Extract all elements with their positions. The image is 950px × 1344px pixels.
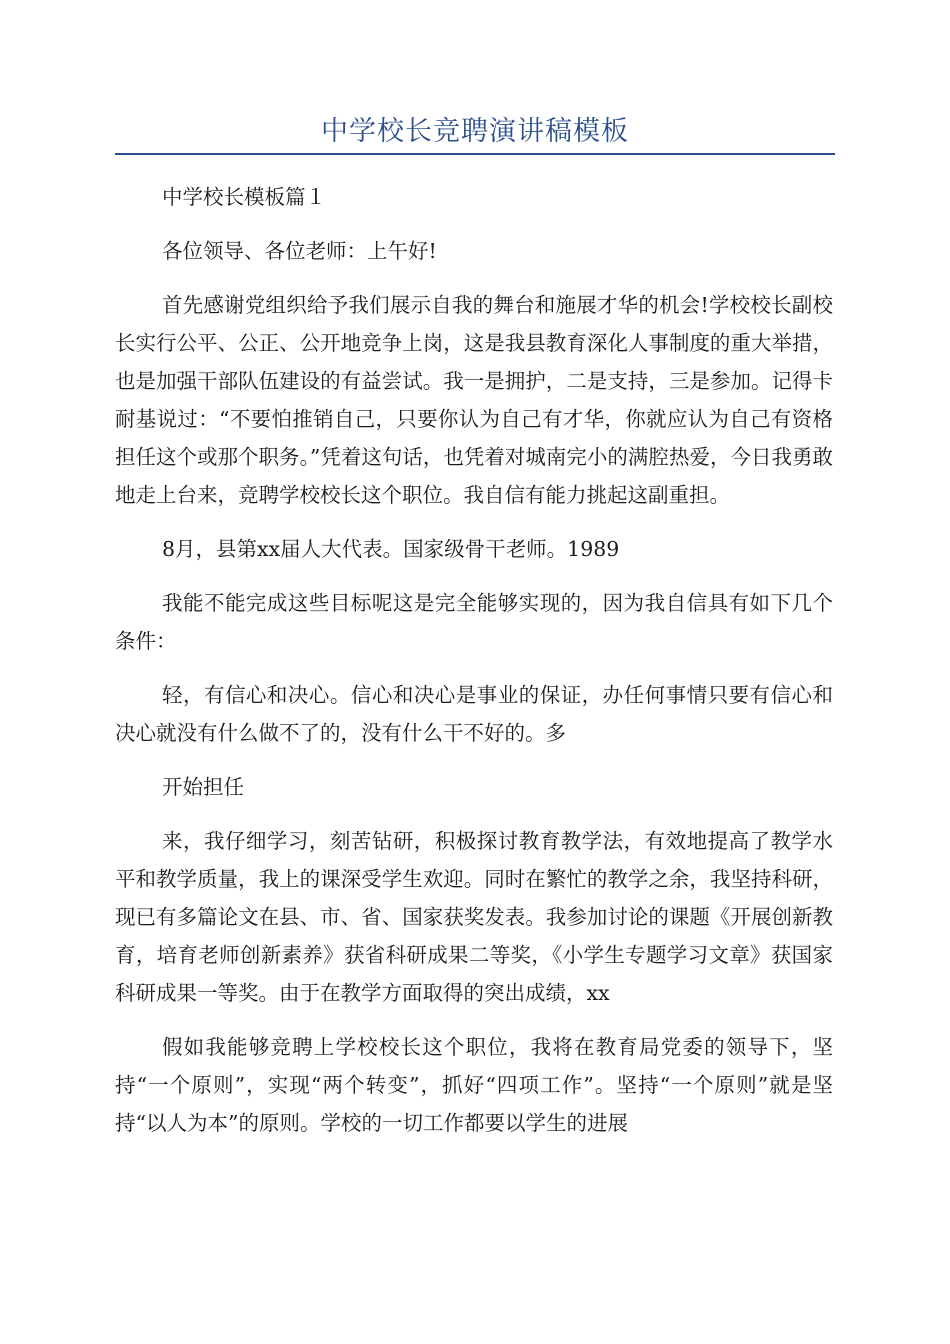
document-body: [115, 178, 833, 1158]
body-paragraph: 我能不能完成这些目标呢这是完全能够实现的，因为我自信具有如下几个条件：: [115, 591, 833, 653]
body-paragraph: 8月，县第xx届人大代表。国家级骨干老师。1989: [162, 537, 620, 561]
body-paragraph: 假如我能够竞聘上学校校长这个职位，我将在教育局党委的领导下，坚持“一个原则”，实现“两个转变”，抓好“四项工作”。坚持“一个原则”就是坚持“以人为本”的原则。学校的一切工作都要以学生的进展: [115, 1035, 833, 1135]
title-underline: [115, 153, 835, 155]
body-paragraph: 来，我仔细学习，刻苦钻研，积极探讨教育教学法，有效地提高了教学水平和教学质量，我上的课深受学生欢迎。同时在繁忙的教学之余，我坚持科研，现已有多篇论文在县、市、省、国家获奖发表。我参加讨论的课题《开展创新教育，培育老师创新素养》获省科研成果二等奖，《小学生专题学习文章》获国家科研成果一等奖。由于在教学方面取得的突出成绩，xx: [115, 829, 833, 1005]
document-title: 中学校长竞聘演讲稿模板: [321, 116, 629, 147]
section-heading: 中学校长模板篇１: [162, 185, 326, 209]
body-paragraph: 轻，有信心和决心。信心和决心是事业的保证，办任何事情只要有信心和决心就没有什么做不了的，没有什么干不好的。多: [115, 683, 833, 745]
body-paragraph: 开始担任: [162, 775, 244, 799]
salutation: 各位领导、各位老师：上午好!: [162, 239, 437, 263]
body-paragraph: 首先感谢党组织给予我们展示自我的舞台和施展才华的机会!学校校长副校长实行公平、公正、公开地竞争上岗，这是我县教育深化人事制度的重大举措，也是加强干部队伍建设的有益尝试。我一是拥护，二是支持，三是参加。记得卡耐基说过：“不要怕推销自己，只要你认为自己有才华，你就应认为自己有资格担任这个或那个职务。”凭着这句话，也凭着对城南完小的满腔热爱，今日我勇敢地走上台来，竞聘学校校长这个职位。我自信有能力挑起这副重担。: [115, 293, 833, 507]
